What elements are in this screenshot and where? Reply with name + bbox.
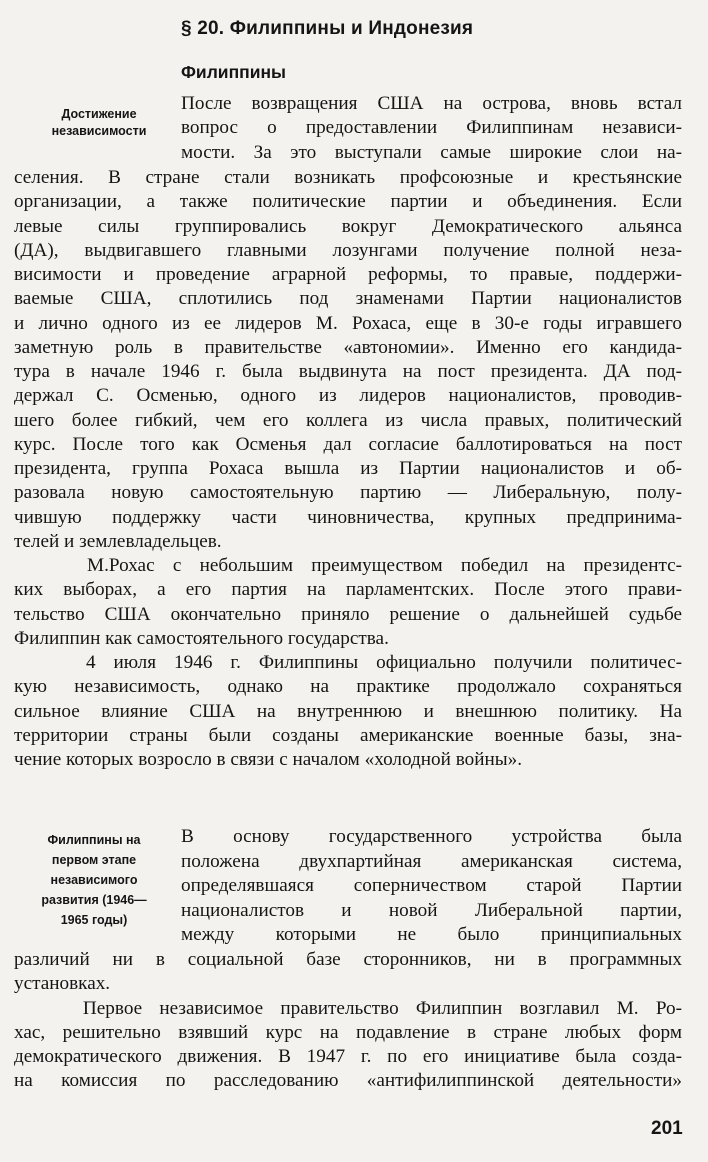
text-line: ких выборах, а его партия на парламентских. После этого прави- — [14, 579, 682, 601]
text-line: Филиппин как самостоятельного государства. — [14, 627, 389, 649]
text-line: положена двухпартийная американская система, — [181, 850, 682, 872]
text-line: держал С. Осменью, одного из лидеров националистов, проводив- — [14, 385, 682, 407]
margin-note-line: Достижение — [61, 107, 137, 121]
text-line: вопрос о предоставлении Филиппинам независи- — [181, 117, 682, 139]
text-line: хас, решительно взявший курс на подавление в стране любых форм — [14, 1021, 682, 1043]
text-line: ваемые США, сплотились под знаменами Партии националистов — [14, 288, 682, 310]
text-line: левые силы группировались вокруг Демократического альянса — [14, 215, 682, 237]
text-line: Первое независимое правительство Филиппин возглавил М. Ро- — [14, 997, 682, 1019]
margin-note-line: Филиппины на — [47, 833, 141, 847]
text-line: организации, а также политические партии и объединения. Если — [14, 191, 682, 213]
text-line: селения. В стране стали возникать профсоюзные и крестьянские — [14, 167, 682, 188]
text-line: разовала новую самостоятельную партию — Либеральную, полу- — [14, 482, 682, 504]
margin-note-first-stage — [18, 830, 170, 930]
text-line: президента, группа Рохаса вышла из Партии националистов и об- — [14, 458, 682, 479]
text-line: демократического движения. В 1947 г. по его инициативе была созда- — [14, 1046, 682, 1067]
margin-note-line: 1965 годы) — [60, 913, 128, 927]
margin-note-line: независимости — [51, 124, 147, 138]
text-line: М.Рохас с небольшим преимуществом победил на президентс- — [14, 555, 682, 576]
margin-note-line: независимого — [50, 873, 138, 887]
margin-note-line: первом этапе — [51, 853, 137, 867]
margin-note-line: развития (1946— — [41, 893, 147, 907]
text-line: После возвращения США на острова, вновь встал — [181, 93, 682, 114]
text-line: тура в начале 1946 г. была выдвинута на пост президента. ДА под- — [14, 361, 682, 382]
text-line: и лично одного из ее лидеров М. Рохаса, еще в 30-е годы игравшего — [14, 312, 682, 334]
text-line: тельство США окончательно приняло решение о дальнейшей судьбе — [14, 603, 682, 625]
text-line: заметную роль в правительстве «автономии». Именно его кандида- — [14, 336, 682, 358]
paragraph-2-indented — [181, 825, 682, 948]
paragraph-1-body — [14, 166, 682, 772]
section-title: § 20. Филиппины и Индонезия — [181, 18, 474, 39]
margin-note-independence — [28, 106, 170, 140]
text-line: мости. За это выступали самые широкие слои на- — [181, 141, 682, 163]
text-line: телей и землевладельцев. — [14, 530, 222, 552]
text-line: на комиссия по расследованию «антифилиппинской деятельности» — [14, 1070, 682, 1092]
text-line: территории страны были созданы американские военные базы, зна- — [14, 724, 682, 746]
text-line: шего более гибкий, чем его коллега из числа правых, политический — [14, 409, 682, 431]
text-line: В основу государственного устройства была — [181, 826, 682, 847]
text-line: установках. — [14, 973, 111, 995]
text-line: чившую поддержку части чиновничества, крупных предпринима- — [14, 506, 682, 528]
text-line: националистов и новой Либеральной партии, — [181, 899, 682, 921]
text-line: 4 июля 1946 г. Филиппины официально получили политичес- — [14, 652, 682, 673]
text-line: чение которых возросло в связи с началом «холодной войны». — [14, 749, 523, 770]
paragraph-2-body — [14, 948, 682, 1094]
text-line: между которыми не было принципиальных — [181, 924, 682, 945]
text-line: определявшаяся соперничеством старой Партии — [181, 875, 682, 896]
subsection-title: Филиппины — [181, 62, 286, 82]
text-line: курс. После того как Осменья дал согласие баллотироваться на пост — [14, 433, 682, 455]
page-number: 201 — [651, 1118, 683, 1139]
paragraph-1-indented — [181, 92, 682, 165]
text-line: различий ни в социальной базе сторонников, ни в программных — [14, 949, 682, 970]
text-line: (ДА), выдвигавшего главными лозунгами получение полной неза- — [14, 239, 682, 261]
text-line: висимости и проведение аграрной реформы, то правые, поддержи- — [14, 264, 682, 285]
text-line: сильное влияние США на внутреннюю и внешнюю политику. На — [14, 700, 682, 722]
text-line: кую независимость, однако на практике продолжало сохраняться — [14, 676, 682, 698]
